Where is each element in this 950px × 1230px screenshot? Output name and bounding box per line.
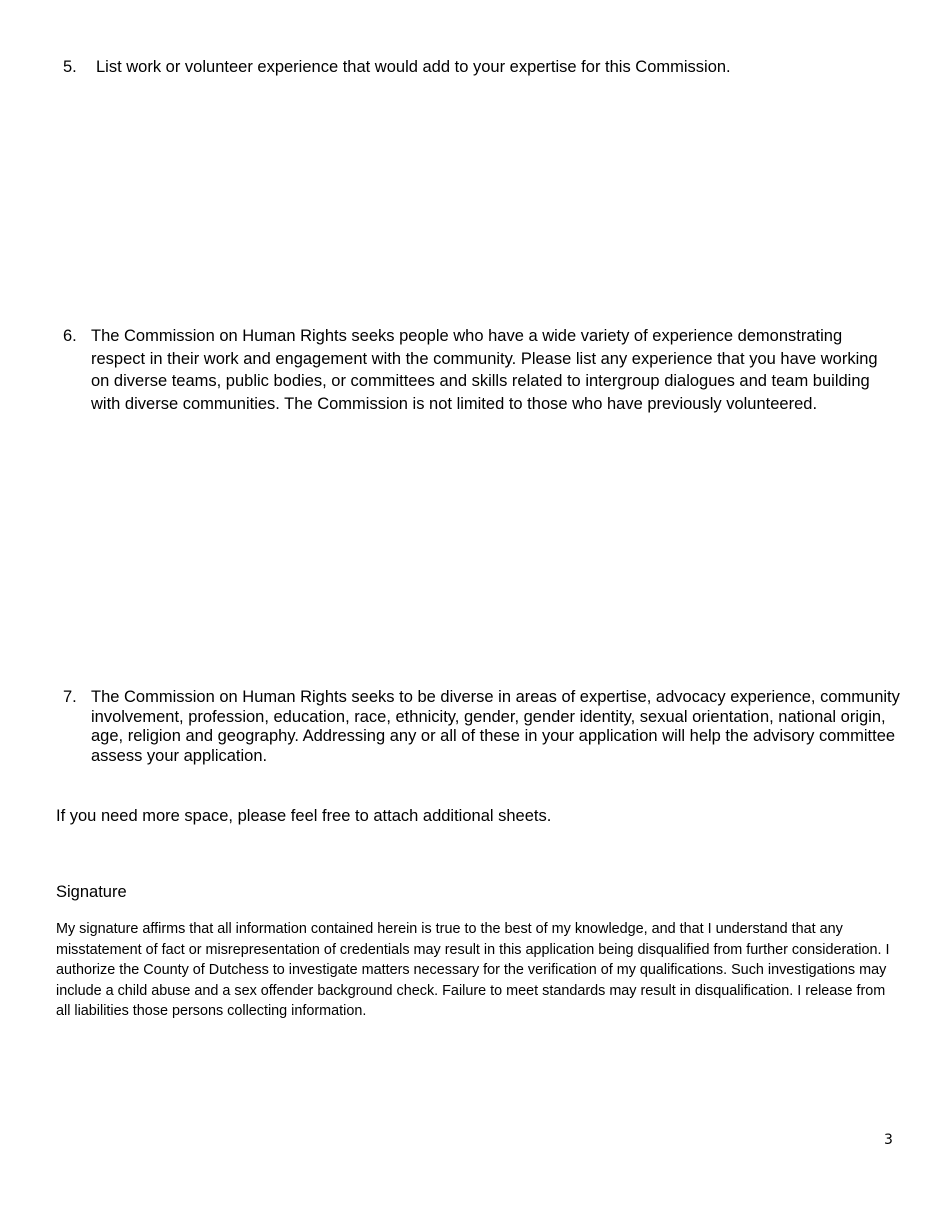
question-number: 7. xyxy=(63,688,77,706)
question-number: 6. xyxy=(63,327,77,345)
question-text: List work or volunteer experience that would add to your expertise for this Commission. xyxy=(96,58,731,76)
signature-heading: Signature xyxy=(56,883,127,901)
more-space-note: If you need more space, please feel free to attach additional sheets. xyxy=(56,807,552,825)
question-number: 5. xyxy=(63,58,77,76)
signature-affirmation: My signature affirms that all information contained herein is true to the best of my knowledge, and that I understand that any misstatement of fact or misrepresentation of credentials may result in this application being disqualified from further consideration. I authorize the County of Dutchess to investigate matters necessary for the verification of my qualifications. Such investigations may include a child abuse and a sex offender background check. Failure to meet standards may result in disqualification. I release from all liabilities those persons collecting information. xyxy=(56,921,890,1020)
question-text: The Commission on Human Rights seeks people who have a wide variety of experience demonstrating respect in their work and engagement with the community. Please list any experience that you have working on diverse teams, public bodies, or committees and skills related to intergroup dialogues and team building with diverse communities. The Commission is not limited to those who have previously volunteered. xyxy=(91,327,878,413)
question-text: The Commission on Human Rights seeks to be diverse in areas of expertise, advocacy experience, community involvement, profession, education, race, ethnicity, gender, gender identity, sexual orientation, national origin, age, religion and geography. Addressing any or all of these in your application will help the advisory committee assess your application. xyxy=(91,688,900,765)
page-number: 3 xyxy=(884,1132,893,1148)
